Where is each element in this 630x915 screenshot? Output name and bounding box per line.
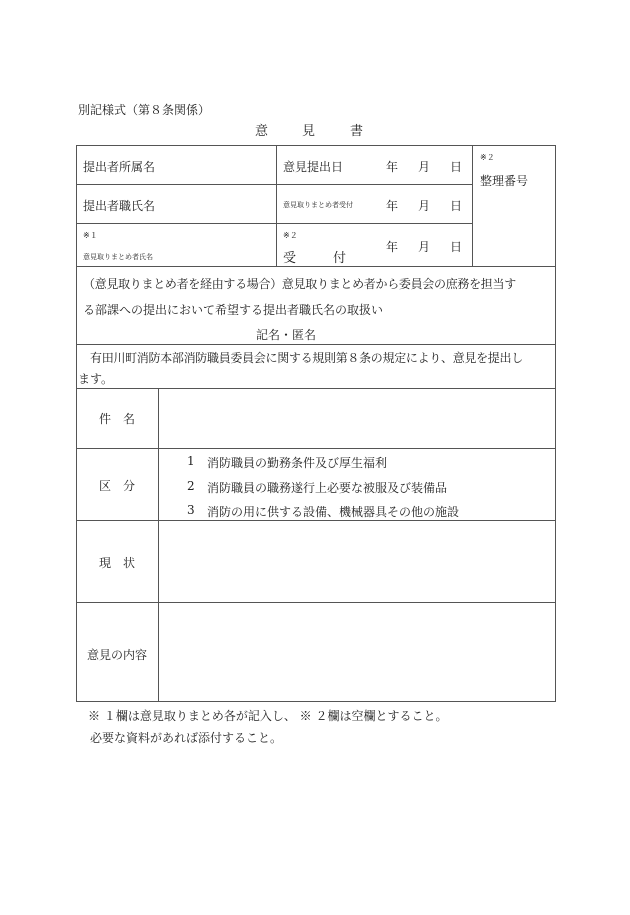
title-char: 意 xyxy=(255,124,269,139)
date-day-unit: 日 xyxy=(450,240,463,254)
opinion-content-field[interactable] xyxy=(159,603,555,701)
mark-1: ※１ xyxy=(83,231,98,240)
date-year-unit: 年 xyxy=(386,160,399,174)
compiler-name-label: 意見取りまとめ者氏名 xyxy=(83,253,153,261)
grid-line xyxy=(76,701,556,702)
note-2: 必要な資料があれば添付すること。 xyxy=(90,731,283,745)
date-month-unit: 月 xyxy=(418,199,431,213)
date-year-unit: 年 xyxy=(386,240,399,254)
opinion-content-label: 意見の内容 xyxy=(86,648,147,662)
category-label: 区 分 xyxy=(98,479,135,493)
statement-line1: 有田川町消防本部消防職員委員会に関する規則第８条の規定により、意見を提出し xyxy=(90,351,523,365)
reference-number-label: 整理番号 xyxy=(480,174,529,188)
category-item-number: 1 xyxy=(187,454,195,468)
date-month-unit: 月 xyxy=(418,240,431,254)
category-item-text[interactable]: 消防職員の職務遂行上必要な被服及び装備品 xyxy=(207,481,448,495)
date-day-unit: 日 xyxy=(450,199,463,213)
name-disclosure-options[interactable]: 記名・匿名 xyxy=(256,328,317,342)
grid-line xyxy=(472,145,473,266)
receipt-char: 付 xyxy=(333,251,347,266)
category-item-text[interactable]: 消防の用に供する設備、機械器具その他の施設 xyxy=(207,505,460,519)
affiliation-label: 提出者所属名 xyxy=(83,160,156,174)
category-item-number: 2 xyxy=(187,479,195,493)
grid-line xyxy=(76,223,472,224)
title-char: 書 xyxy=(350,124,364,139)
handling-text-line1: （意見取りまとめ者を経由する場合）意見取りまとめ者から委員会の庶務を担当す xyxy=(83,277,516,291)
form-reference: 別記様式（第８条関係） xyxy=(78,103,211,117)
handling-text-line2: る部課への提出において希望する提出者職氏名の取扱い xyxy=(83,303,384,317)
title-char: 見 xyxy=(302,124,316,139)
submitter-name-label: 提出者職氏名 xyxy=(83,199,156,213)
subject-label: 件 名 xyxy=(98,412,135,426)
compiler-received-label: 意見取りまとめ者受付 xyxy=(283,201,353,209)
grid-line xyxy=(76,344,556,345)
status-field[interactable] xyxy=(159,521,555,602)
subject-field[interactable] xyxy=(159,389,555,448)
grid-line xyxy=(555,145,556,702)
date-month-unit: 月 xyxy=(418,160,431,174)
grid-line xyxy=(76,145,556,146)
receipt-char: 受 xyxy=(283,251,297,266)
date-year-unit: 年 xyxy=(386,199,399,213)
note-1: ※ １欄は意見取りまとめ各が記入し、 ※ ２欄は空欄とすること。 xyxy=(88,709,448,723)
statement-line2: ます。 xyxy=(78,372,114,386)
date-day-unit: 日 xyxy=(450,160,463,174)
grid-line xyxy=(76,266,556,267)
category-item-text[interactable]: 消防職員の勤務条件及び厚生福利 xyxy=(207,456,388,470)
category-item-number: 3 xyxy=(187,503,195,517)
submit-date-label: 意見提出日 xyxy=(283,160,344,174)
grid-line xyxy=(76,448,556,449)
grid-line xyxy=(276,145,277,266)
mark-2: ※２ xyxy=(480,153,495,162)
status-label: 現 状 xyxy=(98,556,135,570)
grid-line xyxy=(76,184,472,185)
mark-2: ※２ xyxy=(283,231,298,240)
